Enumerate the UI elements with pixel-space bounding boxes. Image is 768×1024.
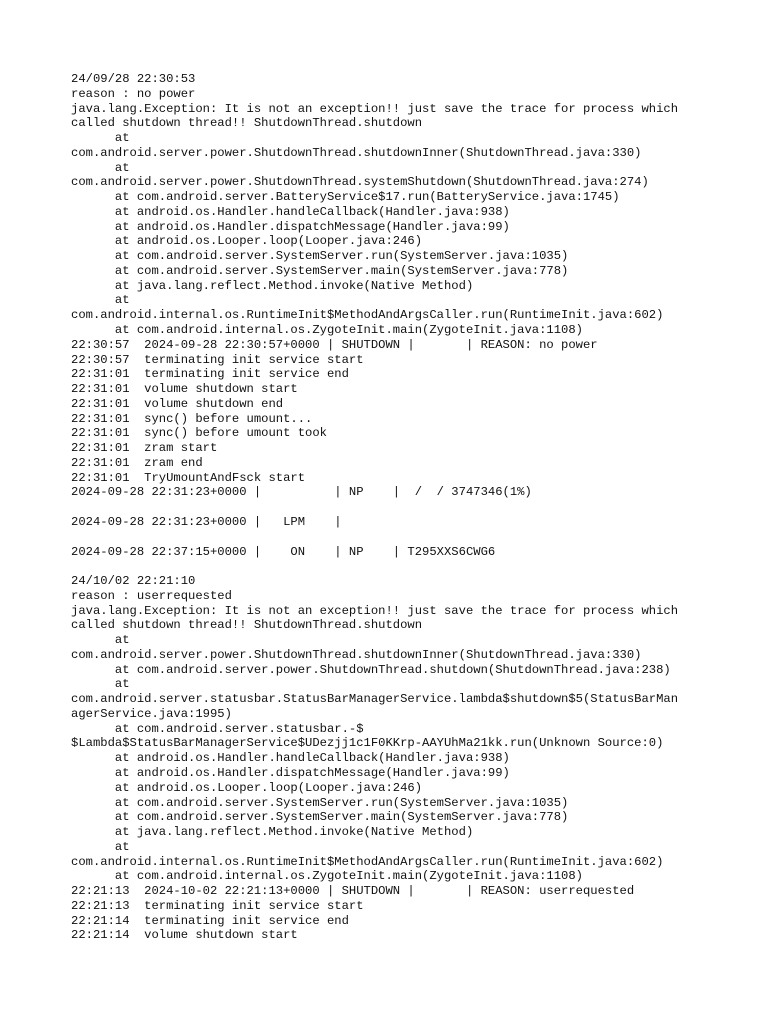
log-line: [71, 530, 701, 545]
log-line: at: [71, 131, 130, 146]
log-line: at android.os.Handler.handleCallback(Handler.java:938): [71, 751, 510, 766]
log-line: at com.android.internal.os.ZygoteInit.main(ZygoteInit.java:1108): [71, 323, 583, 338]
log-line: com.android.internal.os.RuntimeInit$MethodAndArgsCaller.run(RuntimeInit.java:602): [71, 854, 664, 869]
log-line: com.android.server.power.ShutdownThread.systemShutdown(ShutdownThread.java:274): [71, 175, 649, 190]
log-line: at: [71, 293, 130, 308]
log-line: reason : userrequested: [71, 588, 232, 603]
log-line: 24/09/28 22:30:53: [71, 72, 196, 86]
log-line: at com.android.server.BatteryService$17.run(BatteryService.java:1745): [71, 190, 620, 205]
log-line: at: [71, 677, 130, 692]
log-line: com.android.server.power.ShutdownThread.shutdownInner(ShutdownThread.java:330): [71, 647, 642, 662]
log-line: 22:21:14 terminating init service end: [71, 913, 349, 928]
log-line: com.android.server.statusbar.StatusBarManagerService.lambda$shutdown$5(StatusBarMan: [71, 692, 679, 707]
log-line: 22:31:01 sync() before umount...: [71, 411, 313, 426]
log-line: at: [71, 839, 130, 854]
log-line: 22:31:01 terminating init service end: [71, 367, 349, 382]
log-line: 2024-09-28 22:31:23+0000 | | NP | / / 3747346(1%): [71, 485, 532, 500]
log-line: java.lang.Exception: It is not an exception!! just save the trace for process which: [71, 603, 679, 618]
log-line: reason : no power: [71, 86, 196, 101]
log-line: 22:21:14 volume shutdown start: [71, 928, 298, 943]
log-line: 22:31:01 sync() before umount took: [71, 426, 327, 441]
log-line: at com.android.server.SystemServer.run(SystemServer.java:1035): [71, 249, 569, 264]
log-line: called shutdown thread!! ShutdownThread.shutdown: [71, 116, 423, 131]
log-line: at com.android.server.SystemServer.run(SystemServer.java:1035): [71, 795, 569, 810]
log-line: $Lambda$StatusBarManagerService$UDezjj1c1F0KKrp-AAYUhMa21kk.run(Unknown Source:0): [71, 736, 664, 751]
log-line: agerService.java:1995): [71, 706, 232, 721]
log-line: 22:31:01 volume shutdown end: [71, 396, 284, 411]
log-line: 22:30:57 terminating init service start: [71, 352, 364, 367]
log-line: at android.os.Looper.loop(Looper.java:246): [71, 234, 423, 249]
log-line: 24/10/02 22:21:10: [71, 574, 196, 589]
log-document: [71, 72, 701, 943]
log-line: at java.lang.reflect.Method.invoke(Native Method): [71, 825, 474, 840]
log-line: at java.lang.reflect.Method.invoke(Native Method): [71, 278, 474, 293]
log-line: at: [71, 160, 130, 175]
log-line: at com.android.internal.os.ZygoteInit.main(ZygoteInit.java:1108): [71, 869, 583, 884]
log-line: at android.os.Handler.dispatchMessage(Handler.java:99): [71, 219, 510, 234]
log-line: 22:21:13 terminating init service start: [71, 898, 364, 913]
log-line: 22:31:01 volume shutdown start: [71, 382, 298, 397]
log-line: 22:31:01 zram end: [71, 455, 203, 470]
log-line: at com.android.server.SystemServer.main(SystemServer.java:778): [71, 263, 569, 278]
log-line: called shutdown thread!! ShutdownThread.shutdown: [71, 618, 423, 633]
log-line: 22:31:01 zram start: [71, 441, 218, 456]
log-line: at: [71, 633, 130, 648]
log-line: com.android.server.power.ShutdownThread.shutdownInner(ShutdownThread.java:330): [71, 145, 642, 160]
log-line: 2024-09-28 22:31:23+0000 | LPM |: [71, 514, 342, 529]
log-line: java.lang.Exception: It is not an exception!! just save the trace for process which: [71, 101, 679, 116]
log-line: 22:31:01 TryUmountAndFsck start: [71, 470, 306, 485]
log-line: 2024-09-28 22:37:15+0000 | ON | NP | T295XXS6CWG6: [71, 544, 496, 559]
log-line: [71, 500, 701, 515]
log-line: at com.android.server.statusbar.-$: [71, 721, 364, 736]
log-line: 22:21:13 2024-10-02 22:21:13+0000 | SHUTDOWN | | REASON: userrequested: [71, 884, 635, 899]
log-line: at android.os.Handler.handleCallback(Handler.java:938): [71, 204, 510, 219]
log-line: at android.os.Handler.dispatchMessage(Handler.java:99): [71, 765, 510, 780]
log-line: [71, 559, 701, 574]
log-line: at com.android.server.power.ShutdownThread.shutdown(ShutdownThread.java:238): [71, 662, 671, 677]
log-line: 22:30:57 2024-09-28 22:30:57+0000 | SHUTDOWN | | REASON: no power: [71, 337, 598, 352]
log-line: at android.os.Looper.loop(Looper.java:246): [71, 780, 423, 795]
log-line: at com.android.server.SystemServer.main(SystemServer.java:778): [71, 810, 569, 825]
log-line: com.android.internal.os.RuntimeInit$MethodAndArgsCaller.run(RuntimeInit.java:602): [71, 308, 664, 323]
